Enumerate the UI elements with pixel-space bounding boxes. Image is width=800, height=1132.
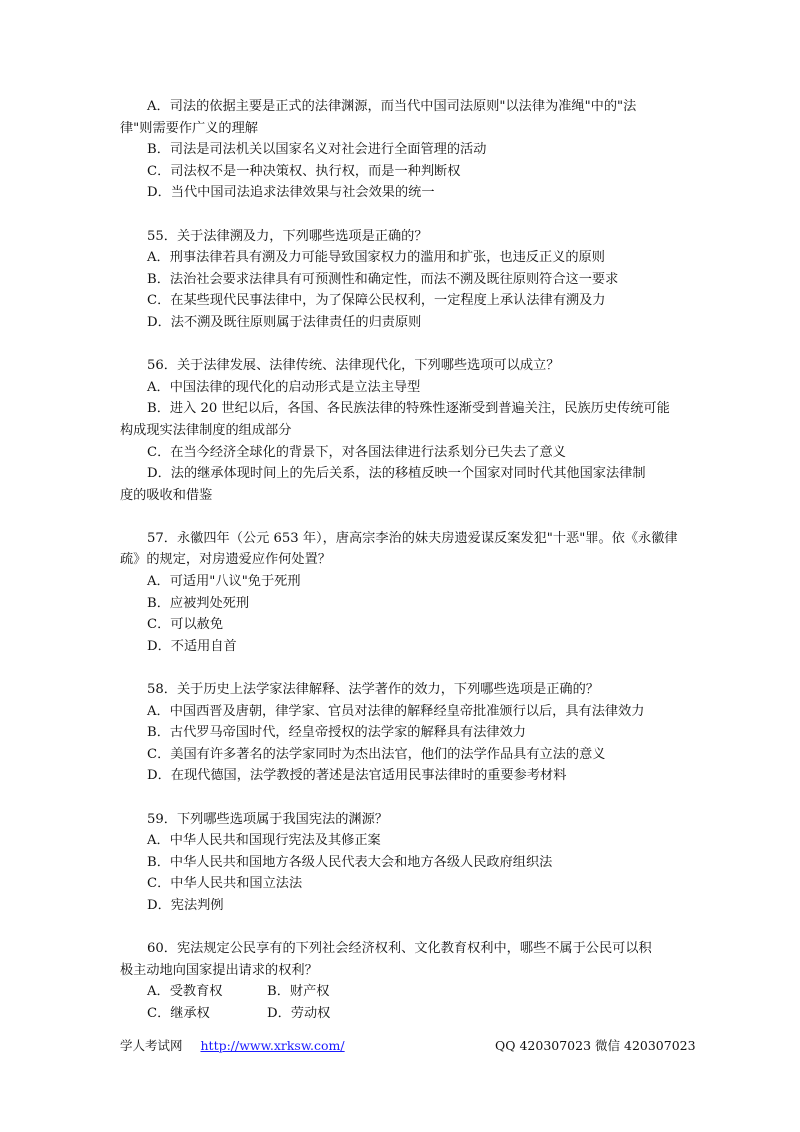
q60-option-b: B．财产权: [267, 984, 330, 1000]
spacer: [120, 506, 686, 528]
q60-stem-line1: 60．宪法规定公民享有的下列社会经济权利、文化教育权利中，哪些不属于公民可以积: [147, 941, 652, 957]
q56-option-b-line2: 构成现实法律制度的组成部分: [120, 422, 292, 438]
q58-option-a: A．中国西晋及唐朝，律学家、官员对法律的解释经皇帝批准颁行以后，具有法律效力: [147, 703, 645, 719]
q58-option-b: B．古代罗马帝国时代，经皇帝授权的法学家的解释具有法律效力: [147, 725, 526, 741]
q57-option-d: D．不适用自首: [147, 638, 237, 654]
q59-option-b: B．中华人民共和国地方各级人民代表大会和地方各级人民政府组织法: [147, 854, 553, 870]
q56-stem: 56．关于法律发展、法律传统、法律现代化，下列哪些选项可以成立？: [147, 358, 560, 374]
q60-option-a: A．受教育权: [147, 984, 223, 1000]
q57-stem-line1: 57．永徽四年（公元 653 年），唐高宗李治的妹夫房遗爱谋反案发犯"十恶"罪。依《永徽律: [147, 530, 678, 546]
q59-option-d: D．宪法判例: [147, 897, 224, 913]
q56-option-d-line2: 度的吸收和借鉴: [120, 487, 213, 503]
q59-option-a: A．中华人民共和国现行宪法及其修正案: [147, 833, 381, 849]
q57-option-b: B．应被判处死刑: [147, 595, 250, 611]
q54-option-a-line2: 律"则需要作广义的理解: [120, 120, 258, 136]
q55-stem: 55．关于法律溯及力，下列哪些选项是正确的？: [147, 228, 428, 244]
spacer: [120, 204, 686, 226]
q57-option-a: A．可适用"八议"免于死刑: [147, 574, 301, 590]
footer-site-link[interactable]: http://www.xrksw.com/: [200, 1038, 345, 1053]
q58-stem: 58．关于历史上法学家法律解释、法学著作的效力，下列哪些选项是正确的？: [147, 682, 599, 698]
q54-option-b: B．司法是司法机关以国家名义对社会进行全面管理的活动: [147, 142, 487, 158]
spacer: [120, 657, 686, 679]
q60-options-row1: [120, 981, 686, 1003]
document-body: [120, 96, 686, 1025]
q55-option-a: A．刑事法律若具有溯及力可能导致国家权力的滥用和扩张，也违反正义的原则: [147, 250, 605, 266]
q59-stem: 59．下列哪些选项属于我国宪法的渊源？: [147, 811, 388, 827]
q56-option-a: A．中国法律的现代化的启动形式是立法主导型: [147, 379, 421, 395]
spacer: [120, 334, 686, 356]
q55-option-b: B．法治社会要求法律具有可预测性和确定性，而法不溯及既往原则符合这一要求: [147, 271, 619, 287]
q56-option-b-line1: B．进入 20 世纪以后，各国、各民族法律的特殊性逐渐受到普遍关注，民族历史传统可能: [147, 401, 670, 417]
q54-option-c: C．司法权不是一种决策权、执行权，而是一种判断权: [147, 163, 461, 179]
q59-option-c: C．中华人民共和国立法法: [147, 876, 303, 892]
q54-option-d: D．当代中国司法追求法律效果与社会效果的统一: [147, 185, 435, 201]
q56-option-c: C．在当今经济全球化的背景下，对各国法律进行法系划分已失去了意义: [147, 444, 566, 460]
q58-option-c: C．美国有许多著名的法学家同时为杰出法官，他们的法学作品具有立法的意义: [147, 746, 606, 762]
footer-site-name: 学人考试网: [120, 1038, 183, 1053]
q60-option-c: C．继承权: [147, 1005, 210, 1021]
footer-contact: QQ 420307023 微信 420307023: [495, 1038, 696, 1053]
q55-option-c: C．在某些现代民事法律中，为了保障公民权利，一定程度上承认法律有溯及力: [147, 293, 606, 309]
q60-option-d: D．劳动权: [267, 1005, 331, 1021]
page-footer: [120, 1038, 696, 1054]
spacer: [120, 917, 686, 939]
q57-option-c: C．可以赦免: [147, 617, 224, 633]
q55-option-d: D．法不溯及既往原则属于法律责任的归责原则: [147, 314, 422, 330]
q60-options-row2: [120, 1003, 686, 1025]
q56-option-d-line1: D．法的继承体现时间上的先后关系，法的移植反映一个国家对同时代其他国家法律制: [147, 466, 646, 482]
q54-option-a-line1: A．司法的依据主要是正式的法律渊源，而当代中国司法原则"以法律为准绳"中的"法: [147, 99, 637, 114]
q57-stem-line2: 疏》的规定，对房遗爱应作何处置？: [120, 552, 331, 568]
q60-stem-line2: 极主动地向国家提出请求的权利？: [120, 962, 318, 978]
q58-option-d: D．在现代德国，法学教授的著述是法官适用民事法律时的重要参考材料: [147, 768, 567, 784]
spacer: [120, 787, 686, 809]
